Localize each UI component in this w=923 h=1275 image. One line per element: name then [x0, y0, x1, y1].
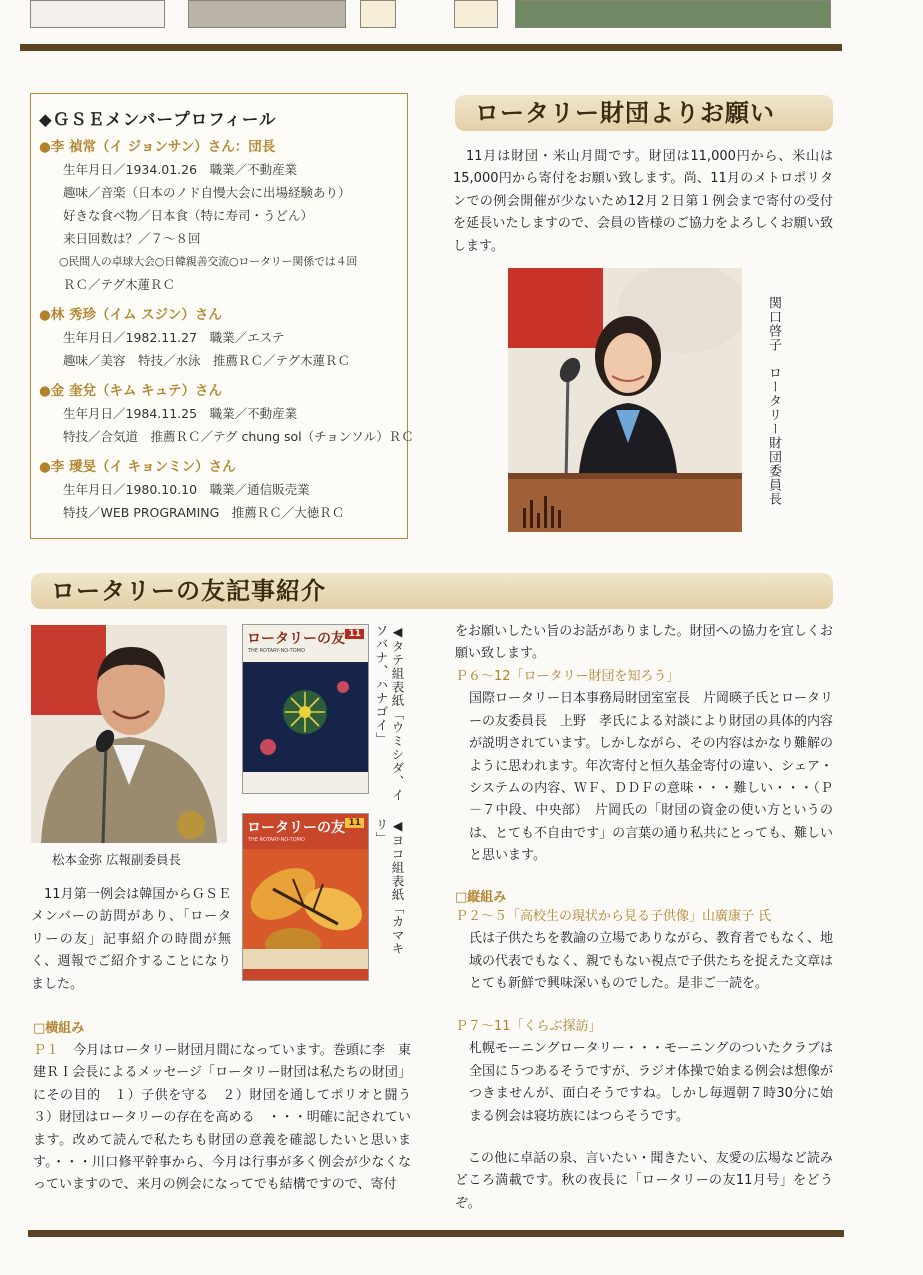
member-name: ●李 禎常（イ ジョンサン）さん：団長: [39, 139, 276, 155]
top-rule: [20, 44, 842, 51]
bottom-rule: [28, 1230, 844, 1237]
tate-heading: □縦組み: [455, 890, 507, 905]
magazine-cover-vertical: [242, 624, 369, 794]
p6-block: [455, 666, 833, 868]
member-line: 生年月日／1934.01.26 職業／不動産業: [63, 162, 298, 177]
col2-continuation: をお願いしたい旨のお話がありました。財団への協力を宜しくお願い致します。: [455, 624, 833, 662]
member-profile: [39, 136, 397, 296]
top-photo-3: [360, 0, 396, 28]
p2-heading: Ｐ２～５「高校生の現状から見る子供像」山廣康子 氏: [455, 909, 772, 924]
cover-sea-image: [243, 662, 368, 772]
p7-block: [455, 1016, 833, 1128]
cover-issue-number: 11: [345, 818, 364, 828]
top-photo-5: [515, 0, 831, 28]
member-name: ●林 秀珍（イム スジン）さん: [39, 307, 222, 323]
member-line: ＲＣ／テグ木蓮ＲＣ: [63, 277, 176, 292]
profile-title: ◆ＧＳＥメンバープロフィール: [39, 110, 277, 129]
member-line: 生年月日／1984.11.25 職業／不動産業: [63, 406, 298, 421]
top-photo-2: [188, 0, 346, 28]
member-profile: [39, 304, 397, 372]
cover-subtitle: THE ROTARY-NO-TOMO: [248, 648, 305, 654]
tomo-banner: ロータリーの友記事紹介: [31, 573, 833, 609]
cover-subtitle: THE ROTARY-NO-TOMO: [248, 837, 305, 843]
p1-block: [33, 1040, 425, 1197]
member-line: 来日回数は？／７～８回: [63, 231, 201, 246]
closing-text: この他に卓話の泉、言いたい・聞きたい、友愛の広場など読みどころ満載です。秋の夜長に「ロータリーの友11月号」をどうぞ。: [455, 1151, 833, 1211]
zaidan-chair-photo: [508, 268, 742, 532]
member-line: 生年月日／1982.11.27 職業／エステ: [63, 330, 285, 345]
p7-text: 札幌モーニングロータリー・・・モーニングのついたクラブは全国に５つあるそうですが、ラジオ体操で始まる例会は想像がつきませんが、面白そうですね。しかし毎週朝７時30分に始まる例会は寝坊族にはつらそうです。: [469, 1041, 834, 1124]
zaidan-chair-illustration: [508, 268, 742, 532]
top-photo-1: [30, 0, 165, 28]
magazine-cover-horizontal: [242, 813, 369, 981]
zaidan-banner: ロータリー財団よりお願い: [455, 95, 833, 131]
p2-text: 氏は子供たちを教諭の立場でありながら、教育者でもなく、地域の代表でもなく、親でもない視点で子供たちを捉えた文章はとても新鮮で興味深いものでした。是非ご一読を。: [469, 931, 833, 992]
zaidan-photo-caption: 関口啓子 ロータリー財団委員長: [766, 296, 781, 506]
member-line: 趣味／音楽（日本のノド自慢大会に出場経験あり）: [63, 185, 351, 200]
p6-text: 国際ロータリー日本事務局財団室室長 片岡暎子氏とロータリーの友委員長 上野 孝氏による対談により財団の具体的内容が説明されています。しかしながら、その内容はかなり難解のように思われます。年次寄付と恒久基金寄付の違い、シェア・システムの内容、ＷＦ、ＤＤＦの意味・・・難しい・・・（Ｐ－７中段、中央部） 片岡氏の「財団の資金の使い方というのは、とても不自由です」の言葉の通り私共にとっても、難しいと思います。: [469, 691, 834, 864]
gse-profile-box: [30, 93, 414, 539]
cover2-caption: ◀ヨコ組表紙「カマキリ」: [374, 818, 405, 956]
tomo-intro: 11月第一例会は韓国からＧＳＥメンバーの訪問があり、「ロータリーの友」記事紹介の時間が無く、週報でご紹介することになりました。: [31, 887, 231, 992]
member-line: ○民間人の卓球大会○日韓親善交流○ロータリー関係では４回: [59, 255, 358, 268]
member-name: ●李 璦旻（イ キョンミン）さん: [39, 459, 236, 475]
yoko-heading: □横組み: [33, 1021, 85, 1036]
member-name: ●金 奎兌（キム キュテ）さん: [39, 383, 223, 399]
member-profile: [39, 456, 397, 524]
member-line: 生年月日／1980.10.10 職業／通信販売業: [63, 482, 310, 497]
cover-title: ロータリーの友: [247, 820, 345, 836]
cover-title: ロータリーの友: [247, 631, 345, 647]
matsumoto-caption: 松本金弥 広報副委員長: [52, 852, 181, 867]
p7-heading: Ｐ７～11「くらぶ探訪」: [455, 1019, 602, 1034]
member-line: 好きな食べ物／日本食（特に寿司・うどん）: [63, 208, 314, 223]
cover-issue-number: 11: [345, 629, 364, 639]
member-line: 特技／WEB PROGRAMING 推薦ＲＣ／大徳ＲＣ: [63, 505, 345, 520]
zaidan-text: 11月は財団・米山月間です。財団は11,000円から、米山は15,000円から寄付をお願い致します。尚、11月のメトロポリタンでの例会開催が少ないため12月２日第１例会まで寄付の受付を延長いたしますので、会員の皆様のご協力をよろしくお願い致します。: [453, 149, 833, 254]
member-profile: [39, 380, 414, 448]
matsumoto-illustration: [31, 625, 227, 843]
p1-text: 今月はロータリー財団月間になっています。巻頭に李 東建ＲＩ会長によるメッセージ「ロータリー財団は私たちの財団」にその目的 １）子供を守る ２）財団を通してポリオと闘う ３）財団はロータリーの存在を高める ・・・明確に記されています。改めて読んで私たちも財団の意義を確認したいと思います。・・・川口修平幹事から、今月は行事が多く例会が少なくなっていますので、来月の例会になってでも結構ですので、寄付: [33, 1043, 425, 1193]
p2-block: [455, 906, 833, 996]
p1-label: Ｐ１: [33, 1043, 60, 1058]
member-line: 趣味／美容 特技／水泳 推薦ＲＣ／テグ木蓮ＲＣ: [63, 353, 351, 368]
top-photo-4: [454, 0, 498, 28]
member-line: 特技／合気道 推薦ＲＣ／テグ chung sol（チョンソル）ＲＣ: [63, 429, 414, 444]
cover-mantis-image: [243, 849, 368, 969]
cover1-caption: ◀タテ組表紙「ウミシダ、イソバナ、ハナゴイ」: [374, 624, 405, 802]
matsumoto-photo: [31, 625, 227, 843]
p6-heading: Ｐ６～12「ロータリー財団を知ろう」: [455, 669, 680, 684]
